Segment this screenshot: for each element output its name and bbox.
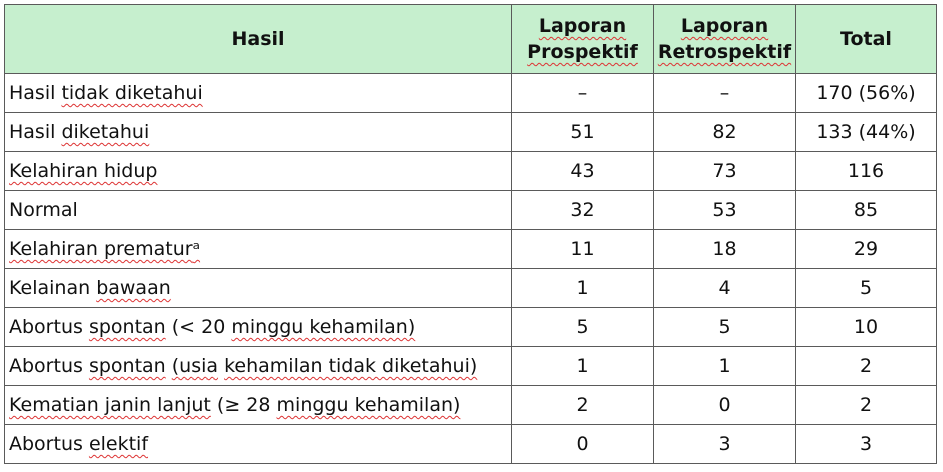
row-label-part: spontan	[88, 355, 166, 377]
row-label	[5, 347, 512, 386]
cell-prospektif: 1	[512, 347, 654, 386]
outcome-table-container	[4, 4, 937, 464]
footnote-marker: ᵃ	[192, 238, 201, 260]
table-row	[5, 386, 937, 425]
row-label-part: kehamilan tidak diketahui)	[224, 355, 478, 377]
header-prospektif-line2: Prospektif	[527, 41, 638, 63]
cell-prospektif: 1	[512, 269, 654, 308]
table-row	[5, 308, 937, 347]
row-label-part: Abortus	[9, 316, 83, 338]
cell-total: 85	[796, 191, 937, 230]
table-row	[5, 191, 937, 230]
row-label-part: tidak diketahui	[61, 82, 203, 104]
cell-retrospektif: 53	[654, 191, 796, 230]
row-label	[5, 269, 512, 308]
row-label-part: Abortus	[9, 433, 83, 455]
row-label-part: Kelahiran prematur	[9, 238, 193, 260]
cell-total: 29	[796, 230, 937, 269]
header-total: Total	[796, 5, 937, 74]
header-prospektif-line1: Laporan	[538, 15, 627, 37]
row-label-part: (usia	[171, 355, 219, 377]
row-label	[5, 74, 512, 113]
row-label-part: diketahui	[61, 121, 150, 143]
row-label-part: Hasil	[9, 121, 56, 143]
cell-total: 10	[796, 308, 937, 347]
row-label-part: Hasil	[9, 82, 56, 104]
row-label-part: (< 20	[171, 316, 226, 338]
table-row	[5, 425, 937, 464]
cell-total: 116	[796, 152, 937, 191]
header-hasil: Hasil	[5, 5, 512, 74]
cell-total: 2	[796, 386, 937, 425]
row-label	[5, 386, 512, 425]
row-label-part: minggu kehamilan)	[276, 394, 461, 416]
cell-prospektif: 0	[512, 425, 654, 464]
header-retrospektif-line2: Retrospektif	[657, 41, 792, 63]
cell-total: 170 (56%)	[796, 74, 937, 113]
cell-retrospektif: 73	[654, 152, 796, 191]
row-label-part: Normal	[9, 199, 78, 221]
table-row	[5, 269, 937, 308]
row-label-part: Kematian janin lanjut	[9, 394, 211, 416]
row-label	[5, 113, 512, 152]
cell-prospektif: 5	[512, 308, 654, 347]
table-row	[5, 113, 937, 152]
row-label-part: Kelahiran hidup	[9, 160, 158, 182]
cell-retrospektif: 82	[654, 113, 796, 152]
row-label	[5, 308, 512, 347]
row-label-part: Abortus	[9, 355, 83, 377]
row-label-part: (≥ 28	[216, 394, 271, 416]
cell-retrospektif: 5	[654, 308, 796, 347]
header-retrospektif-line1: Laporan	[680, 15, 769, 37]
cell-prospektif: 43	[512, 152, 654, 191]
cell-prospektif: –	[512, 74, 654, 113]
cell-total: 2	[796, 347, 937, 386]
cell-total: 3	[796, 425, 937, 464]
table-row	[5, 74, 937, 113]
row-label	[5, 425, 512, 464]
cell-total: 5	[796, 269, 937, 308]
row-label-part: Kelainan	[9, 277, 91, 299]
row-label	[5, 191, 512, 230]
table-row	[5, 347, 937, 386]
cell-prospektif: 11	[512, 230, 654, 269]
header-prospektif	[512, 5, 654, 74]
table-row	[5, 230, 937, 269]
table-header-row	[5, 5, 937, 74]
cell-total: 133 (44%)	[796, 113, 937, 152]
cell-retrospektif: 4	[654, 269, 796, 308]
cell-retrospektif: –	[654, 74, 796, 113]
row-label-part: spontan	[88, 316, 166, 338]
row-label-part: minggu kehamilan)	[231, 316, 416, 338]
cell-retrospektif: 0	[654, 386, 796, 425]
header-retrospektif	[654, 5, 796, 74]
cell-prospektif: 32	[512, 191, 654, 230]
outcome-table	[4, 4, 937, 464]
cell-retrospektif: 18	[654, 230, 796, 269]
row-label	[5, 152, 512, 191]
row-label-part: bawaan	[96, 277, 171, 299]
cell-prospektif: 2	[512, 386, 654, 425]
cell-prospektif: 51	[512, 113, 654, 152]
row-label	[5, 230, 512, 269]
cell-retrospektif: 1	[654, 347, 796, 386]
row-label-part: elektif	[88, 433, 149, 455]
table-row	[5, 152, 937, 191]
cell-retrospektif: 3	[654, 425, 796, 464]
